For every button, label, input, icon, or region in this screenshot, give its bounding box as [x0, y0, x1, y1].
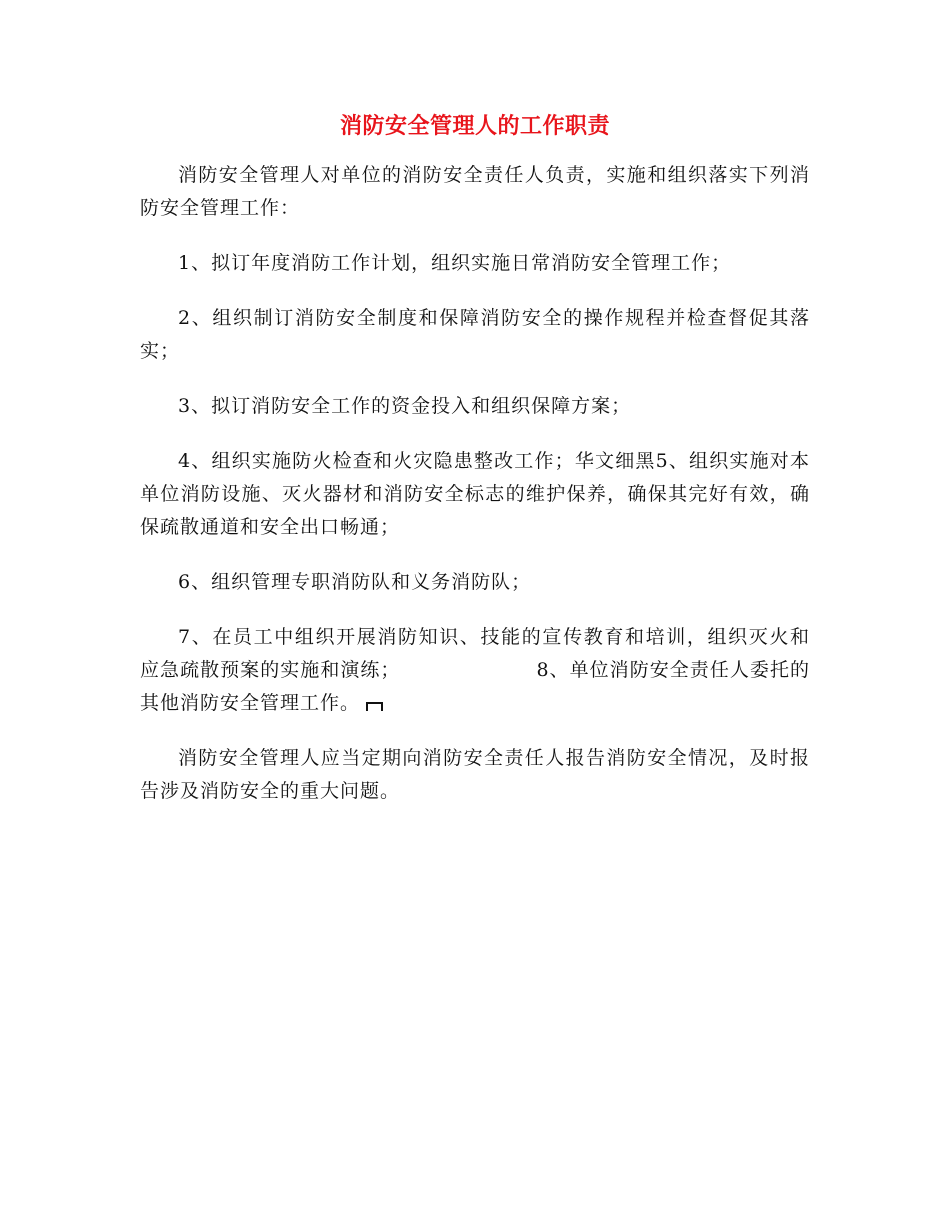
- document-title: 消防安全管理人的工作职责: [339, 113, 610, 139]
- paragraph-item-7-8: [140, 621, 810, 720]
- paragraph-item-7: 7、在员工中组织开展消防知识、技能的宣传教育和培训，组织灭火和应急疏散预案的实施和演练；: [140, 626, 810, 681]
- paragraph-closing: 消防安全管理人应当定期向消防安全责任人报告消防安全情况，及时报告涉及消防安全的重大问题。: [140, 747, 810, 802]
- paragraph-item-3: 3、拟订消防安全工作的资金投入和组织保障方案；: [178, 395, 632, 417]
- paragraph-item-1: 1、拟订年度消防工作计划，组织实施日常消防安全管理工作；: [178, 252, 732, 274]
- document-body: [140, 108, 810, 830]
- document-content: [140, 159, 810, 808]
- paragraph-item-6: 6、组织管理专职消防队和义务消防队；: [178, 571, 532, 593]
- paragraph-item-8: 8、单位消防安全责任人委托的其他消防安全管理工作。: [140, 659, 810, 714]
- paragraph-item-2: 2、组织制订消防安全制度和保障消防安全的操作规程并检查督促其落实；: [140, 307, 810, 362]
- paragraph-intro: 消防安全管理人对单位的消防安全责任人负责，实施和组织落实下列消防安全管理工作：: [140, 164, 810, 219]
- paragraph-item-4-5: 4、组织实施防火检查和火灾隐患整改工作；华文细黑5、组织实施对本单位消防设施、灭火器材和消防安全标志的维护保养，确保其完好有效，确保疏散通道和安全出口畅通；: [140, 450, 810, 538]
- bracket-mark-icon: [366, 702, 383, 711]
